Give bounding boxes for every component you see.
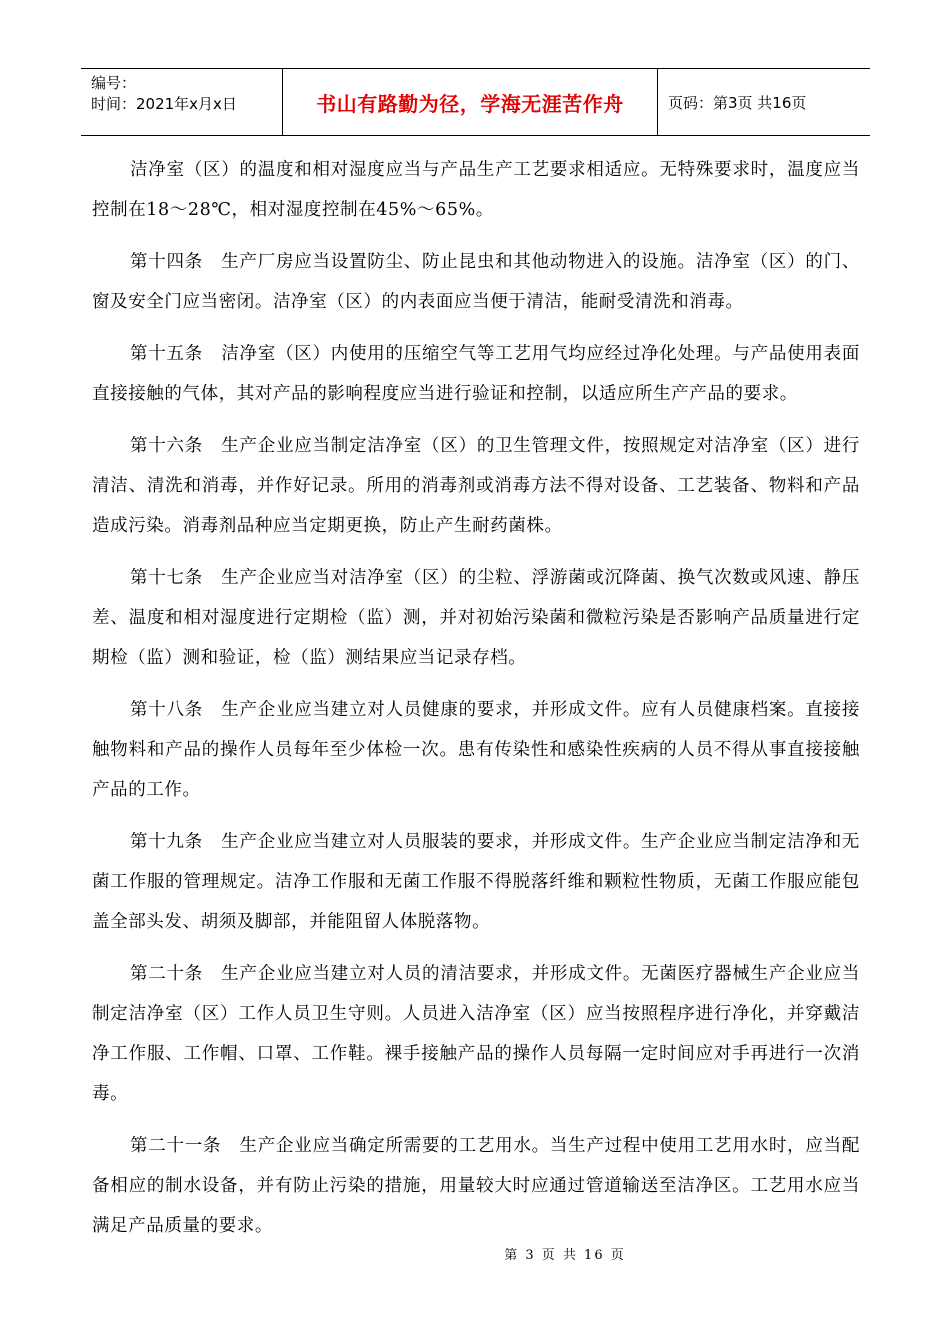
paragraph: 第十六条 生产企业应当制定洁净室（区）的卫生管理文件，按照规定对洁净室（区）进行清洁、清洗和消毒，并作好记录。所用的消毒剂或消毒方法不得对设备、工艺装备、物料和产品造成污染。消毒剂品种应当定期更换，防止产生耐药菌株。 xyxy=(92,436,860,536)
paragraph: 第十九条 生产企业应当建立对人员服装的要求，并形成文件。生产企业应当制定洁净和无菌工作服的管理规定。洁净工作服和无菌工作服不得脱落纤维和颗粒性物质，无菌工作服应能包盖全部头发、胡须及脚部，并能阻留人体脱落物。 xyxy=(92,832,860,932)
page-footer: 第 3 页 共 16 页 xyxy=(504,1248,626,1263)
paragraph: 第十八条 生产企业应当建立对人员健康的要求，并形成文件。应有人员健康档案。直接接触物料和产品的操作人员每年至少体检一次。患有传染性和感染性疾病的人员不得从事直接接触产品的工作。 xyxy=(92,700,860,800)
paragraph: 第十七条 生产企业应当对洁净室（区）的尘粒、浮游菌或沉降菌、换气次数或风速、静压差、温度和相对湿度进行定期检（监）测，并对初始污染菌和微粒污染是否影响产品质量进行定期检（监）测和验证，检（监）测结果应当记录存档。 xyxy=(92,568,860,668)
paragraph: 第二十条 生产企业应当建立对人员的清洁要求，并形成文件。无菌医疗器械生产企业应当制定洁净室（区）工作人员卫生守则。人员进入洁净室（区）应当按照程序进行净化，并穿戴洁净工作服、工作帽、口罩、工作鞋。裸手接触产品的操作人员每隔一定时间应对手再进行一次消毒。 xyxy=(92,964,860,1104)
paragraph: 第十四条 生产厂房应当设置防尘、防止昆虫和其他动物进入的设施。洁净室（区）的门、窗及安全门应当密闭。洁净室（区）的内表面应当便于清洁，能耐受清洗和消毒。 xyxy=(92,252,860,312)
header-meta-cell xyxy=(81,69,283,135)
document-body xyxy=(92,150,860,1258)
document-number-label: 编号： xyxy=(91,74,137,92)
paragraph: 第二十一条 生产企业应当确定所需要的工艺用水。当生产过程中使用工艺用水时，应当配备相应的制水设备，并有防止污染的措施，用量较大时应通过管道输送至洁净区。工艺用水应当满足产品质量的要求。 xyxy=(92,1136,860,1236)
header-motto: 书山有路勤为径，学海无涯苦作舟 xyxy=(283,69,658,135)
paragraph: 第十五条 洁净室（区）内使用的压缩空气等工艺用气均应经过净化处理。与产品使用表面直接接触的气体，其对产品的影响程度应当进行验证和控制，以适应所生产产品的要求。 xyxy=(92,344,860,404)
header-page-info: 页码：第3页 共16页 xyxy=(668,93,807,112)
document-date-label: 时间：2021年x月x日 xyxy=(91,95,237,113)
document-header xyxy=(81,68,870,136)
paragraph: 洁净室（区）的温度和相对湿度应当与产品生产工艺要求相适应。无特殊要求时，温度应当控制在18～28℃，相对湿度控制在45%～65%。 xyxy=(92,160,860,220)
